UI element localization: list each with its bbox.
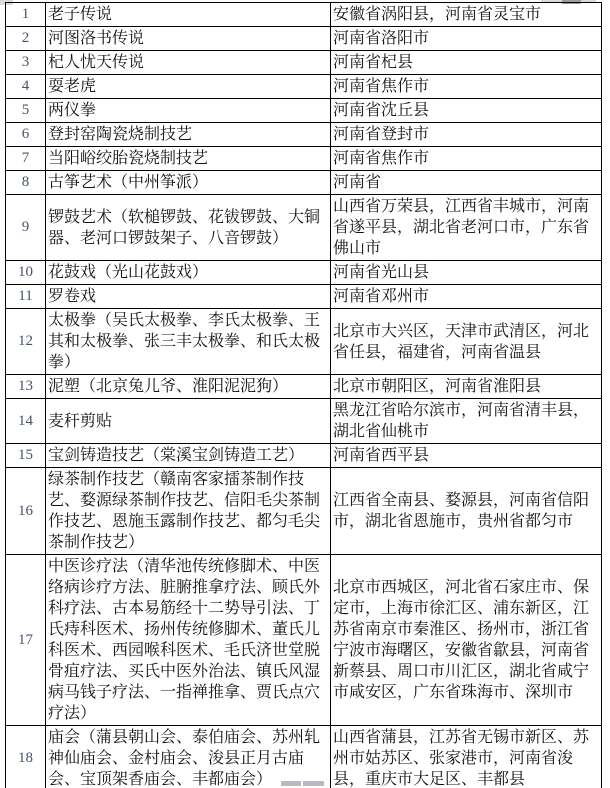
item-name-cell: 古筝艺术（中州筝派） [46, 171, 331, 195]
item-location-cell: 河南省洛阳市 [331, 27, 602, 51]
item-location-cell: 北京市西城区，河北省石家庄市、保定市，上海市徐汇区、浦东新区，江苏省南京市秦淮区、扬州市，浙江省宁波市海曙区，安徽省歙县，河南省新蔡县、周口市川汇区，湖北省咸宁市咸安区，广东省珠海市、深圳市 [331, 555, 602, 726]
table-row [6, 27, 602, 51]
table-row [6, 3, 602, 27]
table-row [6, 399, 602, 444]
row-number-cell: 17 [6, 555, 46, 726]
row-number-cell: 10 [6, 261, 46, 285]
item-name-cell: 罗卷戏 [46, 285, 331, 309]
item-location-cell: 北京市大兴区，天津市武清区，河北省任县，福建省，河南省温县 [331, 309, 602, 375]
item-location-cell: 河南省杞县 [331, 51, 602, 75]
table-row [6, 285, 602, 309]
row-number-cell: 3 [6, 51, 46, 75]
item-location-cell: 北京市朝阳区，河南省淮阳县 [331, 375, 602, 399]
row-number-cell: 7 [6, 147, 46, 171]
item-location-cell: 河南省焦作市 [331, 75, 602, 99]
item-name-cell: 当阳峪绞胎瓷烧制技艺 [46, 147, 331, 171]
item-name-cell: 泥塑（北京兔儿爷、淮阳泥泥狗） [46, 375, 331, 399]
row-number-cell: 15 [6, 444, 46, 468]
item-location-cell: 山西省蒲县，江苏省无锡市新区、苏州市姑苏区、张家港市，河南省浚县，重庆市大足区、丰都县 [331, 726, 602, 788]
row-number-cell: 16 [6, 468, 46, 555]
row-number-cell: 14 [6, 399, 46, 444]
table-row [6, 147, 602, 171]
item-name-cell: 绿茶制作技艺（赣南客家擂茶制作技艺、婺源绿茶制作技艺、信阳毛尖茶制作技艺、恩施玉露制作技艺、都匀毛尖茶制作技艺） [46, 468, 331, 555]
heritage-items-table [5, 2, 602, 788]
item-location-cell: 黑龙江省哈尔滨市，河南省清丰县，湖北省仙桃市 [331, 399, 602, 444]
row-number-cell: 9 [6, 195, 46, 261]
item-name-cell: 登封窑陶瓷烧制技艺 [46, 123, 331, 147]
item-name-cell: 两仪拳 [46, 99, 331, 123]
row-number-cell: 4 [6, 75, 46, 99]
item-name-cell: 太极拳（吴氏太极拳、李氏太极拳、王其和太极拳、张三丰太极拳、和氏太极拳） [46, 309, 331, 375]
item-name-cell: 锣鼓艺术（软槌锣鼓、花钹锣鼓、大铜器、老河口锣鼓架子、八音锣鼓） [46, 195, 331, 261]
table-row [6, 171, 602, 195]
table-row [6, 195, 602, 261]
row-number-cell: 6 [6, 123, 46, 147]
item-name-cell: 麦秆剪贴 [46, 399, 331, 444]
row-number-cell: 18 [6, 726, 46, 788]
row-number-cell: 11 [6, 285, 46, 309]
item-location-cell: 河南省光山县 [331, 261, 602, 285]
item-location-cell: 河南省邓州市 [331, 285, 602, 309]
item-location-cell: 安徽省涡阳县，河南省灵宝市 [331, 3, 602, 27]
item-location-cell: 河南省焦作市 [331, 147, 602, 171]
table-row [6, 51, 602, 75]
item-name-cell: 耍老虎 [46, 75, 331, 99]
item-name-cell: 河图洛书传说 [46, 27, 331, 51]
item-location-cell: 河南省 [331, 171, 602, 195]
heritage-table-body [6, 3, 602, 788]
table-row [6, 309, 602, 375]
table-row [6, 555, 602, 726]
row-number-cell: 8 [6, 171, 46, 195]
table-row [6, 99, 602, 123]
item-location-cell: 山西省万荣县，江西省丰城市，河南省遂平县，湖北省老河口市，广东省佛山市 [331, 195, 602, 261]
table-row [6, 75, 602, 99]
row-number-cell: 5 [6, 99, 46, 123]
item-name-cell: 老子传说 [46, 3, 331, 27]
item-location-cell: 河南省西平县 [331, 444, 602, 468]
table-row [6, 444, 602, 468]
item-name-cell: 中医诊疗法（清华池传统修脚术、中医络病诊疗方法、脏腑推拿疗法、顾氏外科疗法、古本易筋经十二势导引法、丁氏痔科医术、扬州传统修脚术、董氏儿科医术、西园喉科医术、毛氏济世堂脱骨疽疗法、买氏中医外治法、镇氏风湿病马钱子疗法、一指禅推拿、贾氏点穴疗法） [46, 555, 331, 726]
table-row [6, 468, 602, 555]
table-row [6, 726, 602, 788]
row-number-cell: 12 [6, 309, 46, 375]
item-name-cell: 庙会（蒲县朝山会、泰伯庙会、苏州轧神仙庙会、金村庙会、浚县正月古庙会、宝顶架香庙会、丰都庙会） [46, 726, 331, 788]
table-row [6, 261, 602, 285]
row-number-cell: 2 [6, 27, 46, 51]
item-location-cell: 河南省登封市 [331, 123, 602, 147]
item-location-cell: 江西省全南县、婺源县，河南省信阳市，湖北省恩施市，贵州省都匀市 [331, 468, 602, 555]
row-number-cell: 1 [6, 3, 46, 27]
item-name-cell: 宝剑铸造技艺（棠溪宝剑铸造工艺） [46, 444, 331, 468]
table-row [6, 123, 602, 147]
item-name-cell: 花鼓戏（光山花鼓戏） [46, 261, 331, 285]
table-row [6, 375, 602, 399]
row-number-cell: 13 [6, 375, 46, 399]
item-name-cell: 杞人忧天传说 [46, 51, 331, 75]
item-location-cell: 河南省沈丘县 [331, 99, 602, 123]
